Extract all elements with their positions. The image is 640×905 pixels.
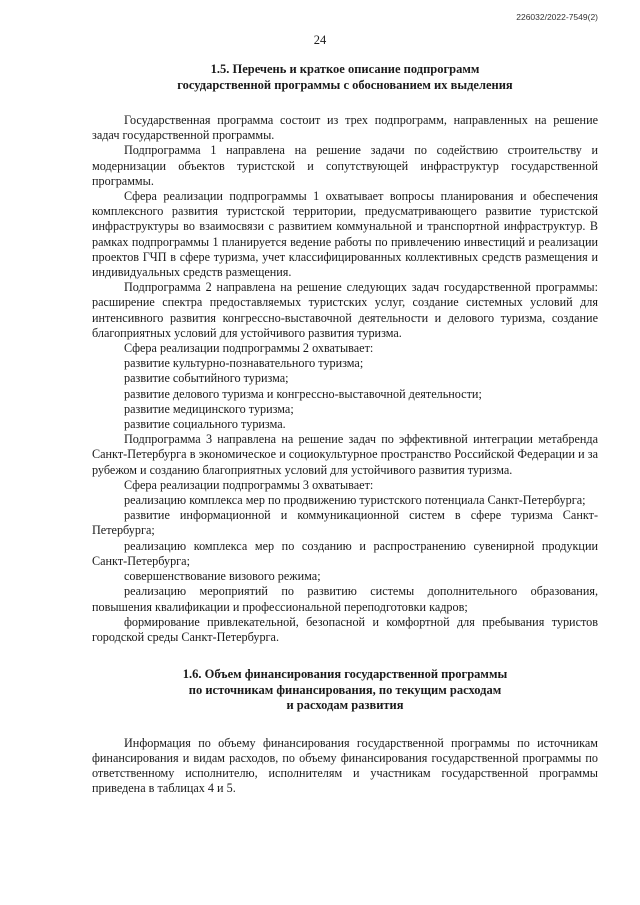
paragraph: Сфера реализации подпрограммы 3 охватывает: [124, 477, 374, 492]
list-item: развитие социального туризма. [124, 417, 286, 432]
section-title-line: государственной программы с обоснованием их выделения [177, 77, 513, 92]
section-1-5-title [92, 62, 598, 93]
document-id: 226032/2022-7549(2) [516, 12, 598, 22]
section-title-line: 1.5. Перечень и краткое описание подпрограмм [210, 62, 480, 76]
paragraph: Информация по объему финансирования государственной программы по источникам финансирования и видам расходов, по объему финансирования государственной программы по ответственному исполнителю, исполнителям и участникам государственной программы приведена в таблицах 4 и 5. [92, 735, 598, 796]
paragraph: Подпрограмма 2 направлена на решение следующих задач государственной программы: расширение спектра предоставляемых туристских услуг, создание системных условий для интенсивного развития конгрессно-выставочной деятельности и делового туризма, создание благоприятных условий для устойчивого развития туризма. [92, 280, 598, 340]
list-item: развитие медицинского туризма; [124, 401, 294, 416]
section-title-line: по источникам финансирования, по текущим расходам [188, 682, 502, 697]
list-item: реализацию комплекса мер по продвижению туристского потенциала Санкт-Петербурга; [124, 493, 586, 508]
paragraph: Государственная программа состоит из трех подпрограмм, направленных на решение задач государственной программы. [92, 113, 598, 143]
list-item: развитие событийного туризма; [124, 371, 289, 386]
list-item: реализацию комплекса мер по созданию и распространению сувенирной продукции Санкт-Петербурга; [92, 538, 598, 568]
list-item: развитие культурно-познавательного туризма; [124, 356, 364, 371]
paragraph: Подпрограмма 3 направлена на решение задач по эффективной интеграции метабренда Санкт-Петербурга в экономическое и социокультурное пространство Российской Федерации и за рубежом и созданию благоприятных условий для устойчивого развития туризма. [92, 432, 598, 477]
paragraph: Сфера реализации подпрограммы 1 охватывает вопросы планирования и обеспечения комплексного развития туристской территории, предусматривающего развитие туристской инфраструктуры во взаимосвязи с развитием коммунальной и транспортной инфраструктур. В рамках подпрограммы 1 планируется ведение работы по привлечению инвестиций и реализации проектов ГЧП в сфере туризма, учет классифицированных коллективных средств размещения и индивидуальных средств размещения. [92, 189, 598, 280]
list-item: развитие делового туризма и конгрессно-выставочной деятельности; [124, 386, 482, 401]
paragraph: Сфера реализации подпрограммы 2 охватывает: [124, 341, 374, 356]
section-title-line: и расходам развития [286, 698, 404, 713]
page-number: 24 [313, 33, 327, 47]
list-item: реализацию мероприятий по развитию системы дополнительного образования, повышения квалификации и профессиональной переподготовки кадров; [92, 584, 598, 614]
page-content [92, 62, 598, 796]
section-1-6-title [92, 667, 598, 714]
section-title-line: 1.6. Объем финансирования государственной программы [182, 667, 508, 682]
list-item: совершенствование визового режима; [124, 569, 321, 584]
list-item: развитие информационной и коммуникационной систем в сфере туризма Санкт-Петербурга; [92, 508, 598, 538]
paragraph: Подпрограмма 1 направлена на решение задачи по содействию строительству и модернизации объектов туристской и сопутствующей инфраструктур государственной программы. [92, 143, 598, 188]
list-item: формирование привлекательной, безопасной и комфортной для пребывания туристов городской среды Санкт-Петербурга. [92, 614, 598, 644]
